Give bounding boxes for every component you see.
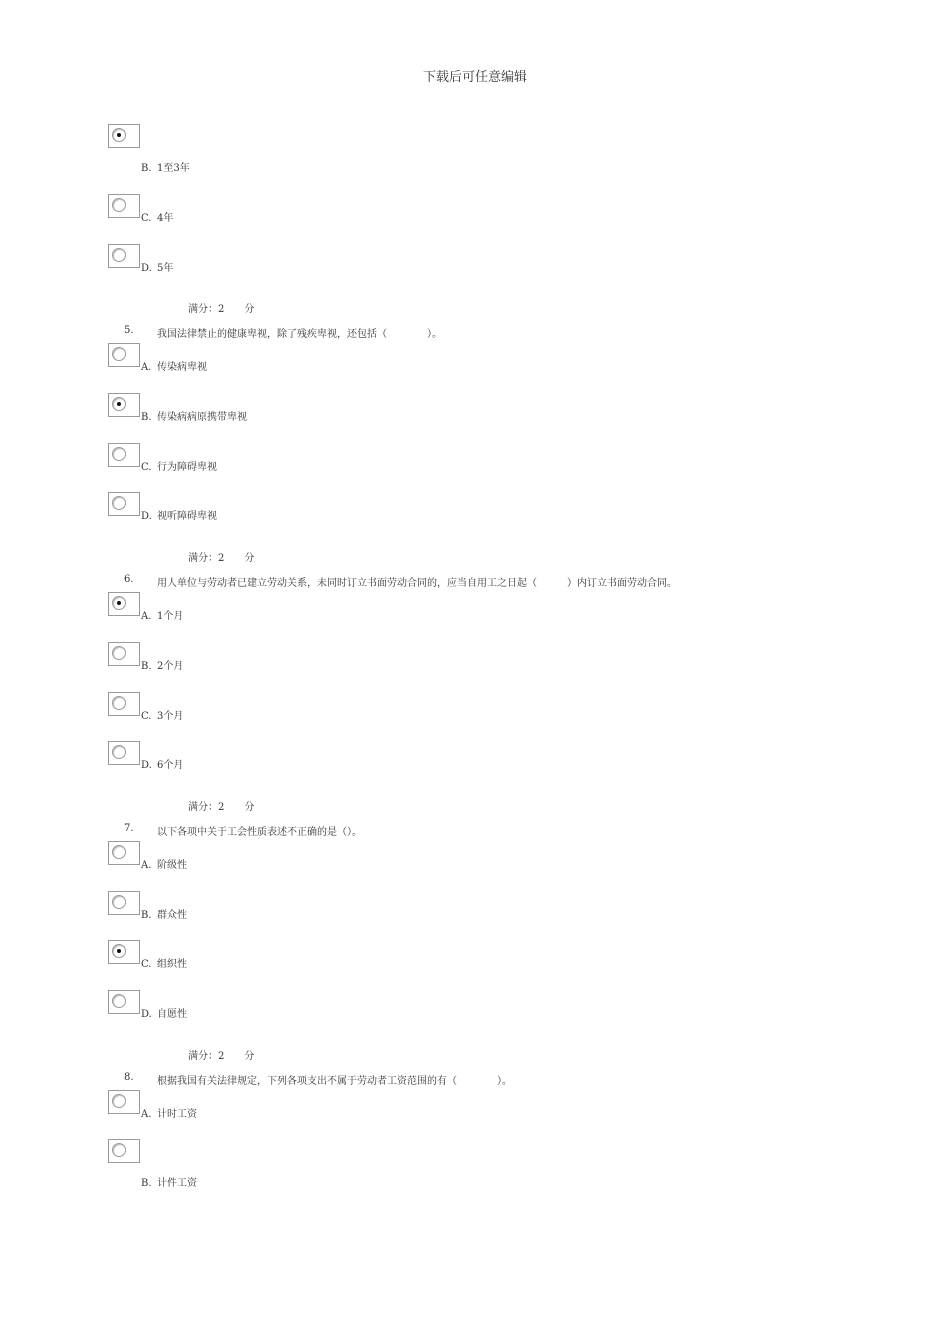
option-label: B. 1至3年 [141,163,190,174]
radio-circle-icon [112,397,126,411]
radio-option-c[interactable] [108,940,140,964]
radio-circle-icon [112,496,126,510]
option-label: C. 组织性 [141,959,187,970]
radio-option-d[interactable] [108,741,140,765]
option-label: A. 1个月 [141,611,184,622]
radio-option-a[interactable] [108,841,140,865]
question-number: 8. [124,1072,134,1083]
radio-option-a[interactable] [108,1090,140,1114]
radio-circle-icon [112,347,126,361]
score-line: 满分：2 分 [188,304,255,315]
radio-circle-icon [112,895,126,909]
option-label: A. 阶级性 [141,860,187,871]
radio-option-b[interactable] [108,642,140,666]
radio-option-d[interactable] [108,244,140,268]
option-label: B. 群众性 [141,910,187,921]
radio-selected-dot [117,402,121,406]
question-text: 以下各项中关于工会性质表述不正确的是（）。 [157,827,362,838]
radio-circle-icon [112,1094,126,1108]
option-label: B. 传染病病原携带卑视 [141,412,247,423]
option-label: C. 3个月 [141,711,184,722]
radio-selected-dot [117,133,121,137]
radio-option-c[interactable] [108,194,140,218]
radio-circle-icon [112,596,126,610]
radio-circle-icon [112,1143,126,1157]
question-number: 5. [124,325,134,336]
radio-option-c[interactable] [108,692,140,716]
question-text: 根据我国有关法律规定，下列各项支出不属于劳动者工资范围的有（ ）。 [157,1076,512,1087]
option-label: A. 传染病卑视 [141,362,207,373]
radio-option-d[interactable] [108,492,140,516]
radio-circle-icon [112,944,126,958]
radio-option-a[interactable] [108,343,140,367]
radio-option-b[interactable] [108,891,140,915]
radio-option-c[interactable] [108,443,140,467]
score-line: 满分：2 分 [188,553,255,564]
question-text: 用人单位与劳动者已建立劳动关系，未同时订立书面劳动合同的，应当自用工之日起（ ）内订立书面劳动合同。 [157,578,677,589]
radio-circle-icon [112,745,126,759]
radio-circle-icon [112,696,126,710]
radio-option-d[interactable] [108,990,140,1014]
option-label: D. 视听障碍卑视 [141,511,217,522]
option-label: D. 自愿性 [141,1009,187,1020]
radio-circle-icon [112,128,126,142]
option-label: C. 行为障碍卑视 [141,462,217,473]
score-line: 满分：2 分 [188,1051,255,1062]
radio-circle-icon [112,994,126,1008]
option-label: D. 6个月 [141,760,184,771]
option-label: D. 5年 [141,263,174,274]
score-line: 满分：2 分 [188,802,255,813]
option-label: B. 计件工资 [141,1178,197,1189]
radio-circle-icon [112,248,126,262]
radio-circle-icon [112,198,126,212]
radio-option-b[interactable] [108,124,140,148]
page-header: 下载后可任意编辑 [422,70,527,85]
question-text: 我国法律禁止的健康卑视，除了残疾卑视，还包括（ ）。 [157,329,442,340]
option-label: A. 计时工资 [141,1109,197,1120]
option-label: B. 2个月 [141,661,184,672]
radio-selected-dot [117,601,121,605]
radio-selected-dot [117,949,121,953]
radio-circle-icon [112,447,126,461]
radio-option-a[interactable] [108,592,140,616]
option-label: C. 4年 [141,213,174,224]
radio-circle-icon [112,845,126,859]
radio-option-b[interactable] [108,1139,140,1163]
question-number: 6. [124,574,134,585]
question-number: 7. [124,823,134,834]
radio-option-b[interactable] [108,393,140,417]
radio-circle-icon [112,646,126,660]
